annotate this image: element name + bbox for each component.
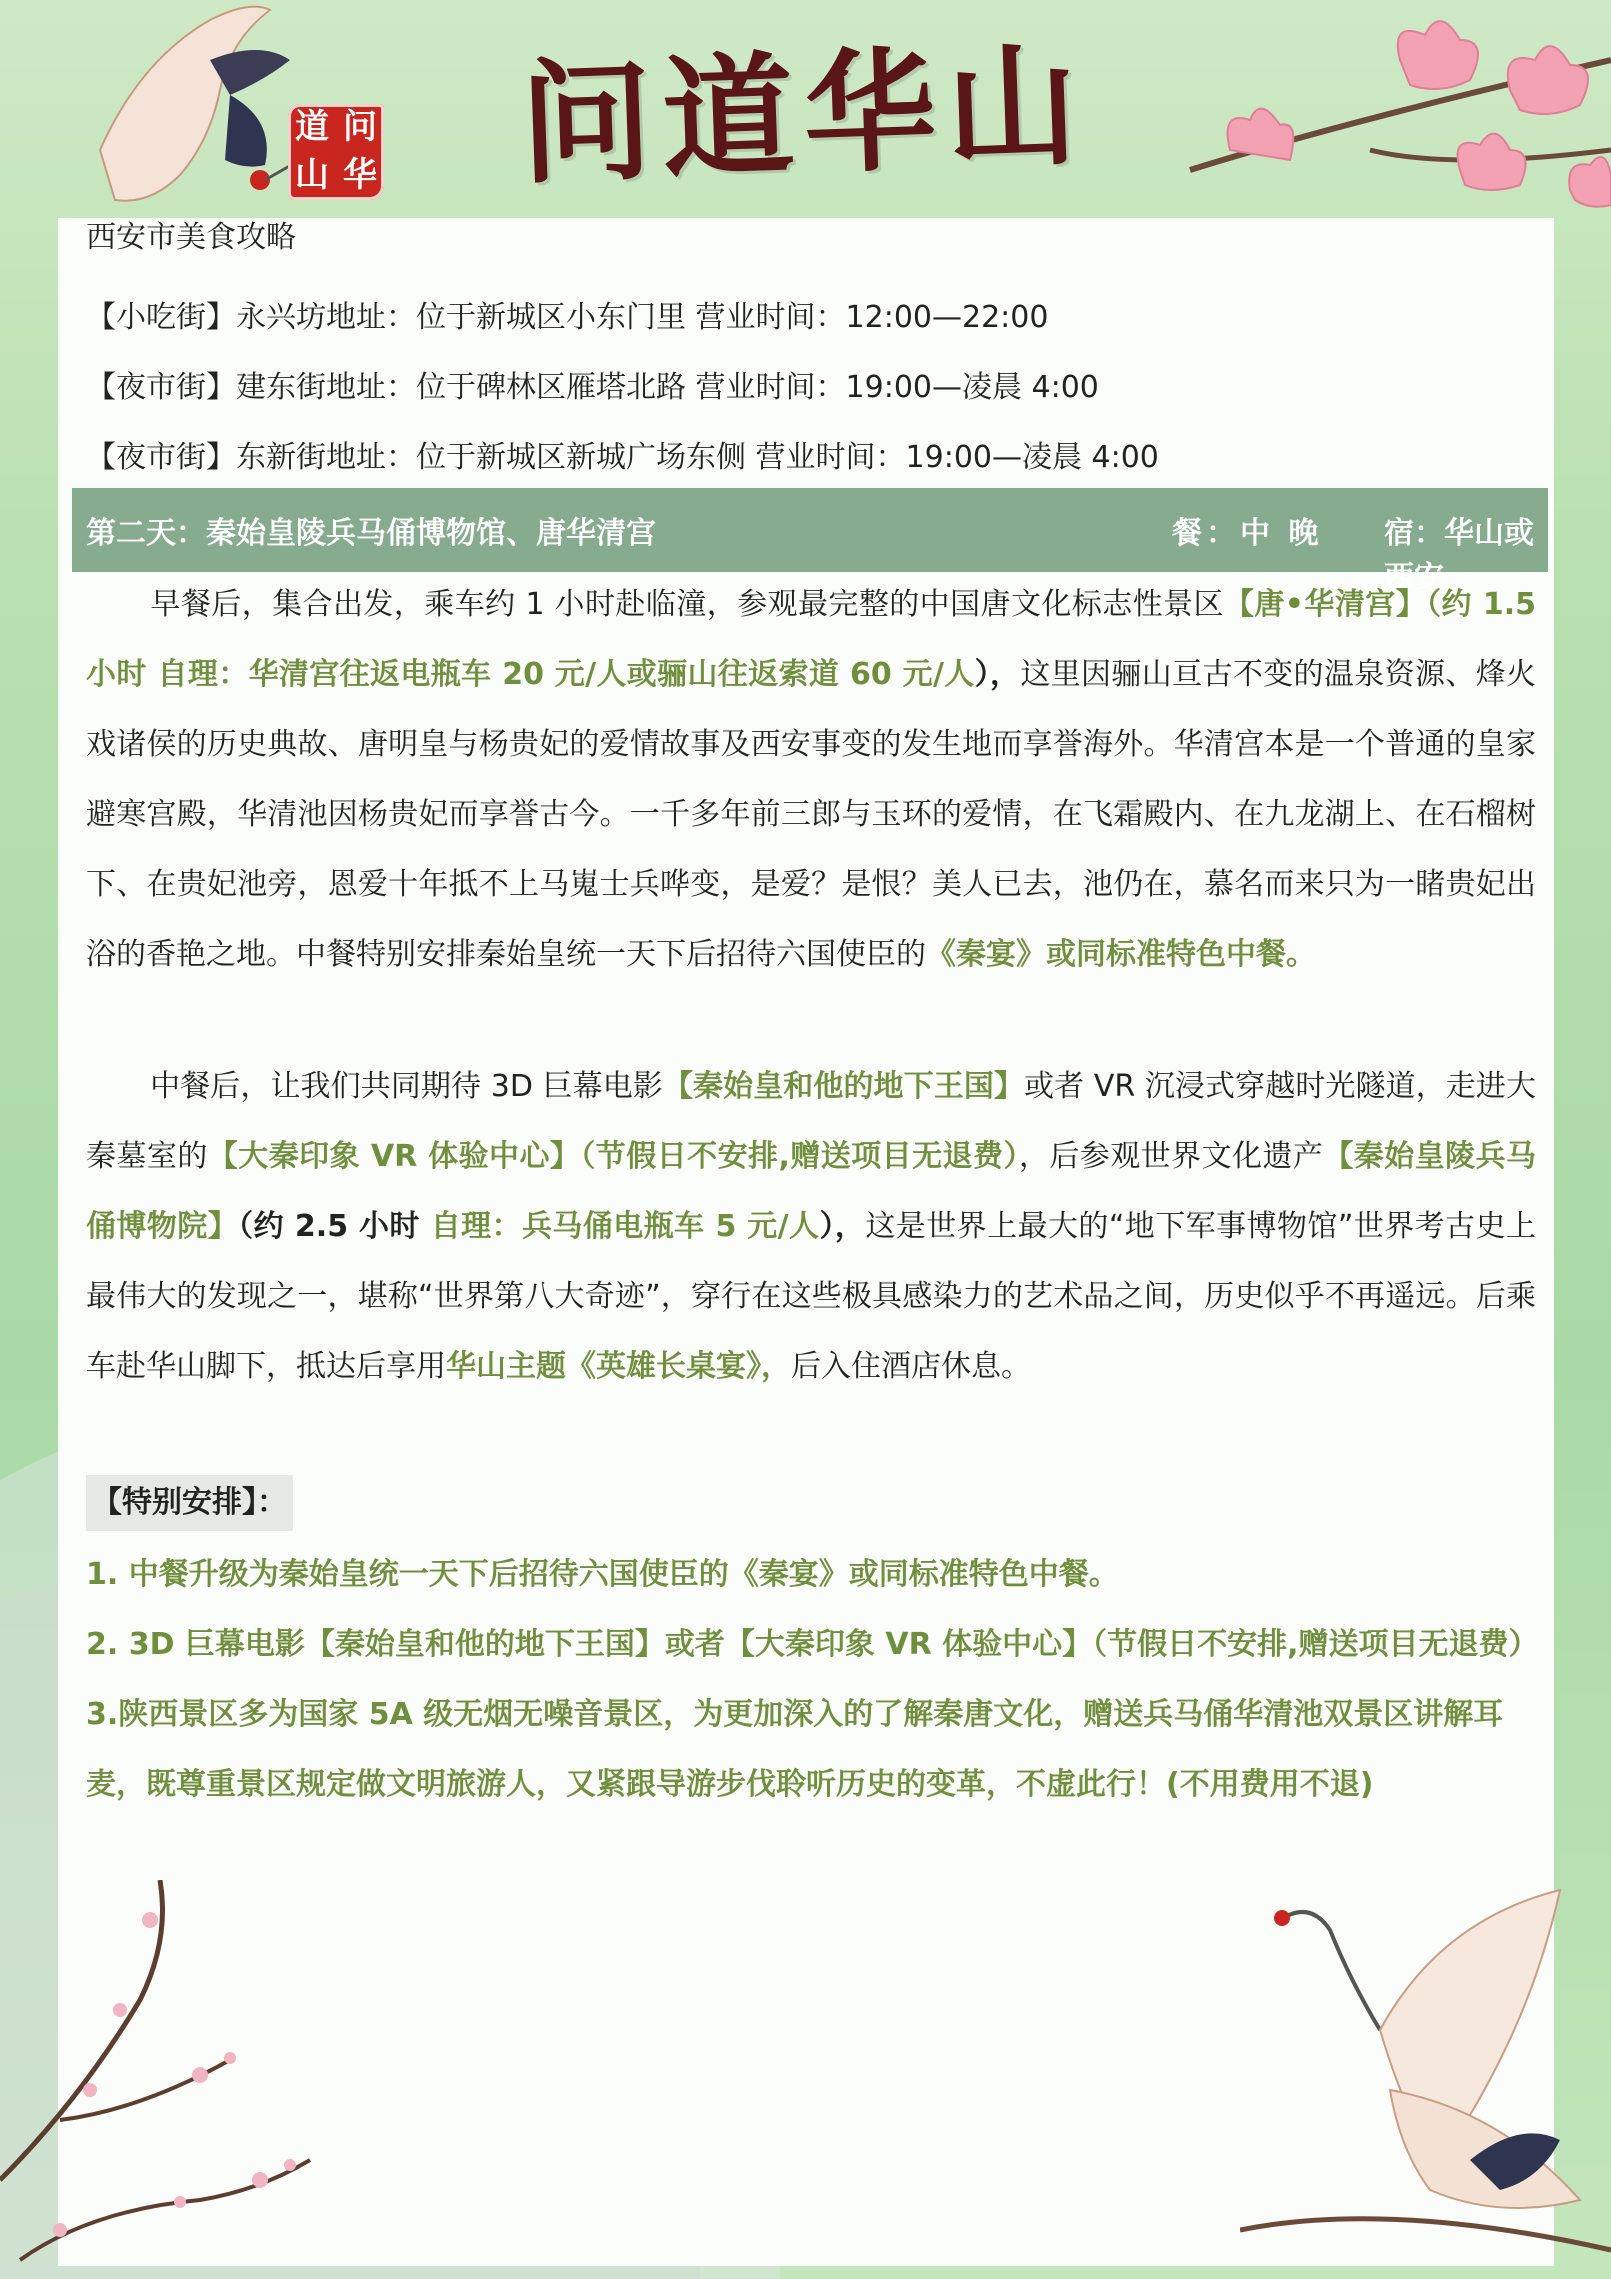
magnolia-flowers-icon (1150, 0, 1611, 215)
para-text: 后入住酒店休息。 (791, 1349, 1031, 1384)
highlight-text: 【大秦印象 VR 体验中心】（节假日不安排,赠送项目无退费） (207, 1139, 1019, 1174)
itinerary-paragraph-2 (86, 1052, 1536, 1402)
para-text: 这里因骊山亘古不变的温泉资源、烽火戏诸侯的历史典故、唐明皇与杨贵妃的爱情故事及西安事变的发生地而享誉海外。华清宫本是一个普通的皇家避寒宫殿，华清池因杨贵妃而享誉古今。一千多年前三郎与玉环的爱情，在飞霜殿内、在九龙湖上、在石榴树下、在贵妃池旁，恩爱十年抵不上马嵬士兵哗变，是爱？是恨？美人已去，池仍在，慕名而来只为一睹贵妃出浴的香艳之地。中餐特别安排秦始皇统一天下后招待六国使臣的 (86, 657, 1537, 972)
para-text: 或者 VR 沉浸式穿越时光隧道，走进大秦墓室的 (86, 1069, 1536, 1174)
food-item: 【夜市街】建东街地址：位于碑林区雁塔北路 营业时间：19:00—凌晨 4:00 (86, 370, 1099, 405)
day-meals: 餐：中 晚 (1172, 516, 1323, 551)
seal-stamp (288, 104, 384, 200)
highlight-text: 自理：华清宫往返电瓶车 20 元/人或骊山往返索道 60 元/人 (157, 657, 975, 692)
day-header-bar (72, 488, 1548, 595)
para-text: （约 2.5 小时 (238, 1209, 431, 1244)
special-label: 【特别安排】： (86, 1475, 293, 1531)
list-item: 3.陕西景区多为国家 5A 级无烟无噪音景区，为更加深入的了解秦唐文化，赠送兵马俑华清池双景区讲解耳麦，既尊重景区规定做文明旅游人，又紧跟导游步伐聆听历史的变革，不虚此行！(不用费用不退) (86, 1697, 1504, 1802)
plum-branch-icon (0, 1880, 320, 2279)
seal-char: 山 (295, 155, 329, 195)
food-heading: 西安市美食攻略 (86, 220, 296, 255)
seal-char: 道 (295, 107, 329, 147)
crane-bottom-right-icon (1240, 1860, 1611, 2279)
highlight-text: 【唐•华清宫】（约 1.5 小时 (86, 587, 1536, 692)
highlight-text: 【秦始皇和他的地下王国】 (662, 1069, 1025, 1104)
page-title: 问道华山 (517, 27, 1091, 203)
day-title: 第二天：秦始皇陵兵马俑博物馆、唐华清宫 (86, 516, 656, 551)
special-list (86, 1540, 1539, 1820)
highlight-text: 《秦宴》 (926, 937, 1046, 972)
list-item: 1. 中餐升级为秦始皇统一天下后招待六国使臣的《秦宴》或同标准特色中餐。 (86, 1557, 1119, 1592)
food-item: 【小吃街】永兴坊地址：位于新城区小东门里 营业时间：12:00—22:00 (86, 300, 1049, 335)
para-text: 早餐后，集合出发，乘车约 1 小时赴临潼，参观最完整的中国唐文化标志性景区 (150, 587, 1224, 622)
highlight-text: ， (761, 1349, 791, 1384)
highlight-text: 华山主题《英雄长桌宴》 (446, 1349, 761, 1384)
food-section (86, 218, 1536, 493)
para-text: 这是世界上最大的“地下军事博物馆”世界考古史上最伟大的发现之一，堪称“世界第八大奇迹”，穿行在这些极具感染力的艺术品之间，历史似乎不再遥远。后乘车赴华山脚下，抵达后享用 (86, 1209, 1536, 1384)
itinerary-paragraph-1 (86, 570, 1536, 990)
highlight-text: 或同标准特色中餐。 (1046, 937, 1316, 972)
food-item: 【夜市街】东新街地址：位于新城区新城广场东侧 营业时间：19:00—凌晨 4:00 (86, 440, 1159, 475)
para-text: ，后参观世界文化遗产 (1018, 1139, 1324, 1174)
seal-char: 问 (343, 107, 377, 147)
list-item: 2. 3D 巨幕电影【秦始皇和他的地下王国】或者【大秦印象 VR 体验中心】（节假日不安排,赠送项目无退费） (86, 1627, 1539, 1662)
para-text: ）， (819, 1209, 866, 1244)
seal-char: 华 (343, 155, 377, 195)
para-text: 中餐后，让我们共同期待 3D 巨幕电影 (150, 1069, 663, 1104)
crane-top-left-icon (60, 0, 300, 215)
day-stay: 宿：华山或西安 (1384, 516, 1534, 595)
banner (0, 0, 1611, 215)
highlight-text: 【秦始皇陵兵马俑博物院】 (86, 1139, 1537, 1244)
para-text: ）， (974, 657, 1021, 692)
highlight-text: 自理：兵马俑电瓶车 5 元/人 (430, 1209, 820, 1244)
